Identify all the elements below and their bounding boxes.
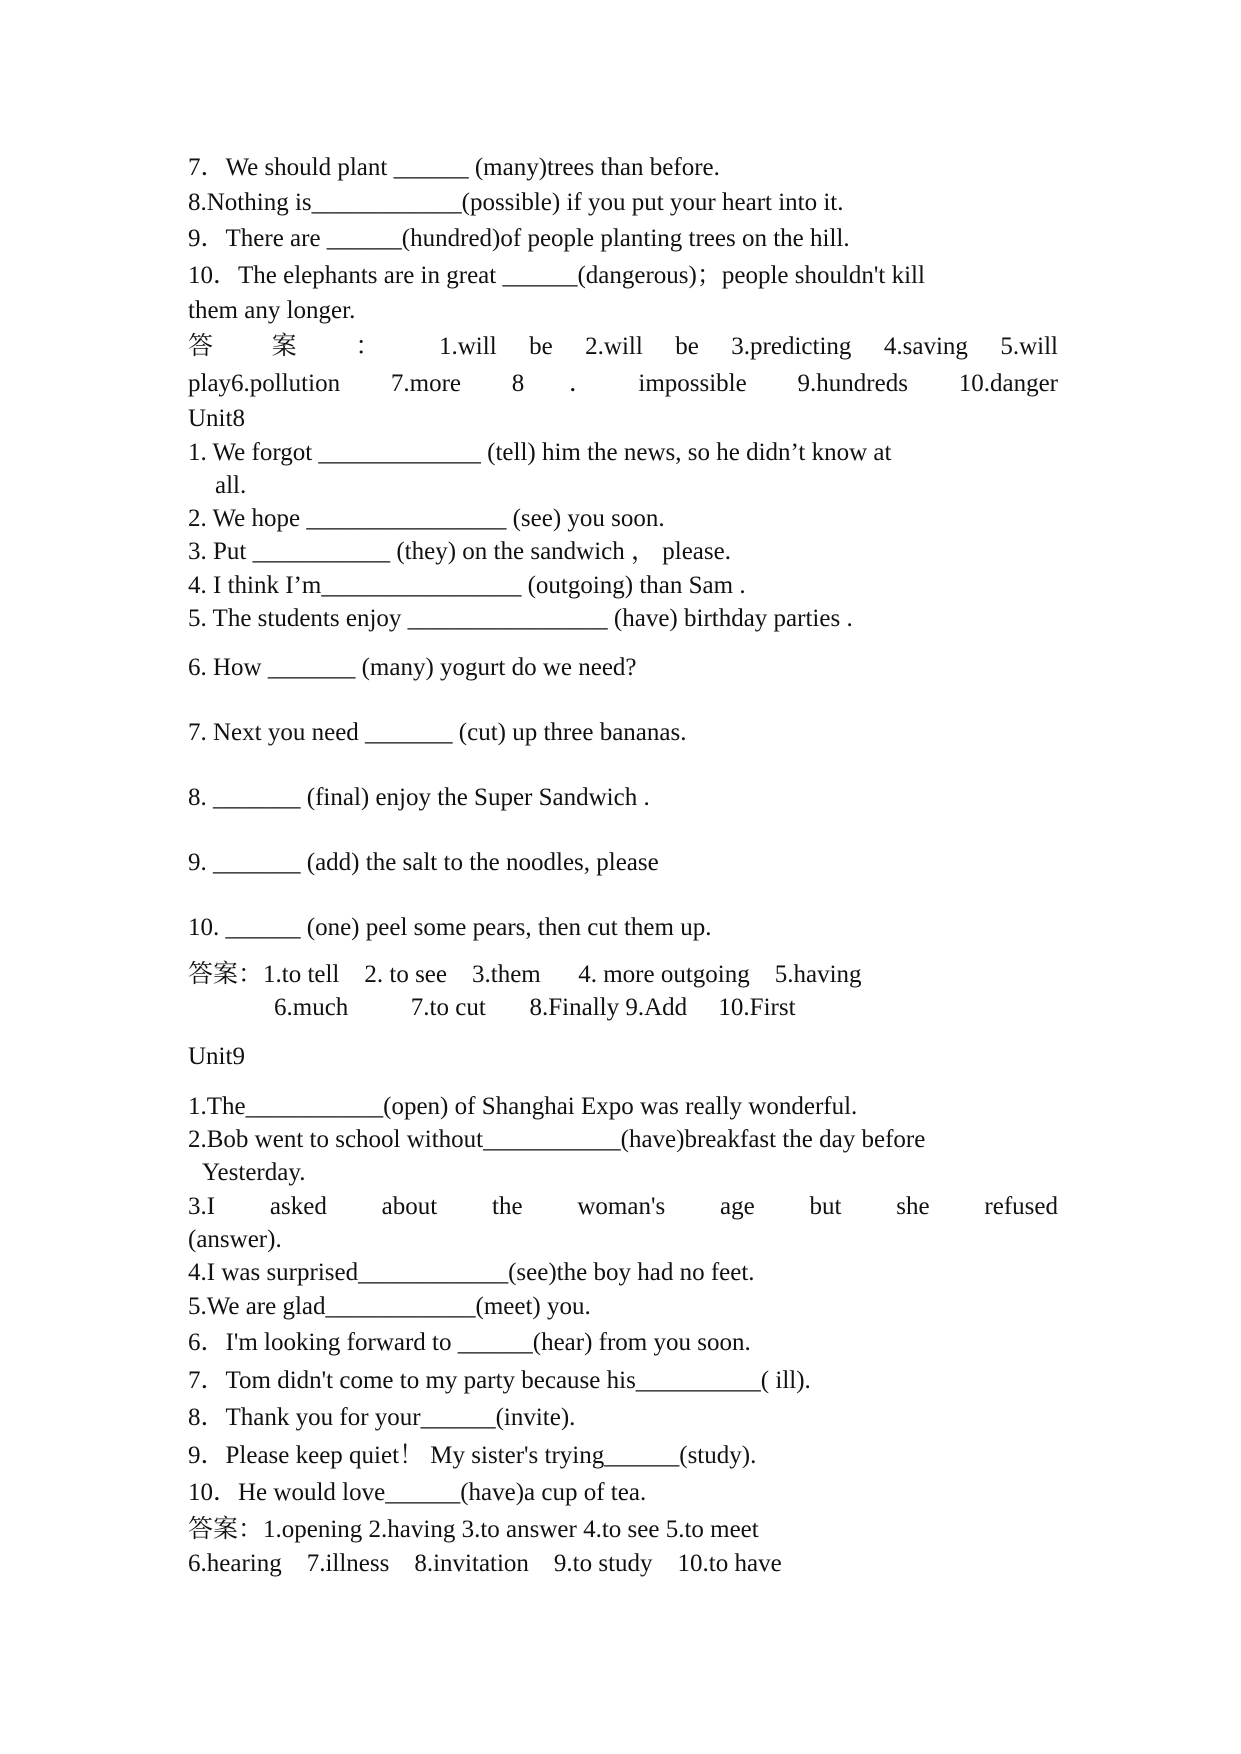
answer-key-line: 6.hearing 7.illness 8.invitation 9.to study 10.to have (188, 1550, 782, 1577)
question-line: 6. How _______ (many) yogurt do we need? (188, 654, 637, 681)
question-line: them any longer. (188, 297, 356, 324)
question-line: 2.Bob went to school without___________(have)breakfast the day before (188, 1126, 926, 1153)
answer-key-line: 答案：1.opening 2.having 3.to answer 4.to see 5.to meet (188, 1516, 759, 1543)
question-line: 3.I asked about the woman's age but she refused (188, 1193, 1058, 1220)
question-line: 9．There are ______(hundred)of people planting trees on the hill. (188, 225, 850, 252)
question-line: 1.The___________(open) of Shanghai Expo was really wonderful. (188, 1093, 858, 1120)
question-line: 9．Please keep quiet！ My sister's trying______(study). (188, 1442, 757, 1469)
answer-key-line: play6.pollution 7.more 8．impossible 9.hundreds 10.danger (188, 370, 1058, 397)
question-line: 5. The students enjoy ________________ (have) birthday parties . (188, 605, 853, 632)
unit-heading: Unit8 (188, 405, 245, 432)
question-line: 10. ______ (one) peel some pears, then cut them up. (188, 914, 712, 941)
question-line: Yesterday. (202, 1159, 306, 1186)
question-line: all. (215, 472, 247, 499)
question-line: 3. Put ___________ (they) on the sandwich ， please. (188, 538, 731, 565)
question-line: 7. Next you need _______ (cut) up three bananas. (188, 719, 687, 746)
question-line: 9. _______ (add) the salt to the noodles, please (188, 849, 659, 876)
question-line: 2. We hope ________________ (see) you soon. (188, 505, 665, 532)
answer-key-line: 答案：1.to tell 2. to see 3.them 4. more outgoing 5.having (188, 961, 862, 988)
question-line: 4.I was surprised____________(see)the boy had no feet. (188, 1259, 755, 1286)
unit-heading: Unit9 (188, 1043, 245, 1070)
question-line: 7．We should plant ______ (many)trees than before. (188, 154, 720, 181)
question-line: 10．The elephants are in great ______(dangerous)；people shouldn't kill (188, 262, 925, 289)
question-line: 4. I think I’m________________ (outgoing) than Sam . (188, 572, 746, 599)
question-line: 8．Thank you for your______(invite). (188, 1404, 576, 1431)
question-line: 10．He would love______(have)a cup of tea. (188, 1479, 647, 1506)
question-line: (answer). (188, 1226, 282, 1253)
answer-key-line: 答 案 ： 1.will be 2.will be 3.predicting 4.saving 5.will (188, 333, 1058, 360)
question-line: 7．Tom didn't come to my party because his__________( ill). (188, 1367, 811, 1394)
question-line: 8. _______ (final) enjoy the Super Sandwich . (188, 784, 650, 811)
question-line: 8.Nothing is____________(possible) if you put your heart into it. (188, 189, 844, 216)
question-line: 6．I'm looking forward to ______(hear) from you soon. (188, 1329, 751, 1356)
question-line: 5.We are glad____________(meet) you. (188, 1293, 591, 1320)
answer-key-line: 6.much 7.to cut 8.Finally 9.Add 10.First (274, 994, 796, 1021)
question-line: 1. We forgot _____________ (tell) him the news, so he didn’t know at (188, 439, 892, 466)
